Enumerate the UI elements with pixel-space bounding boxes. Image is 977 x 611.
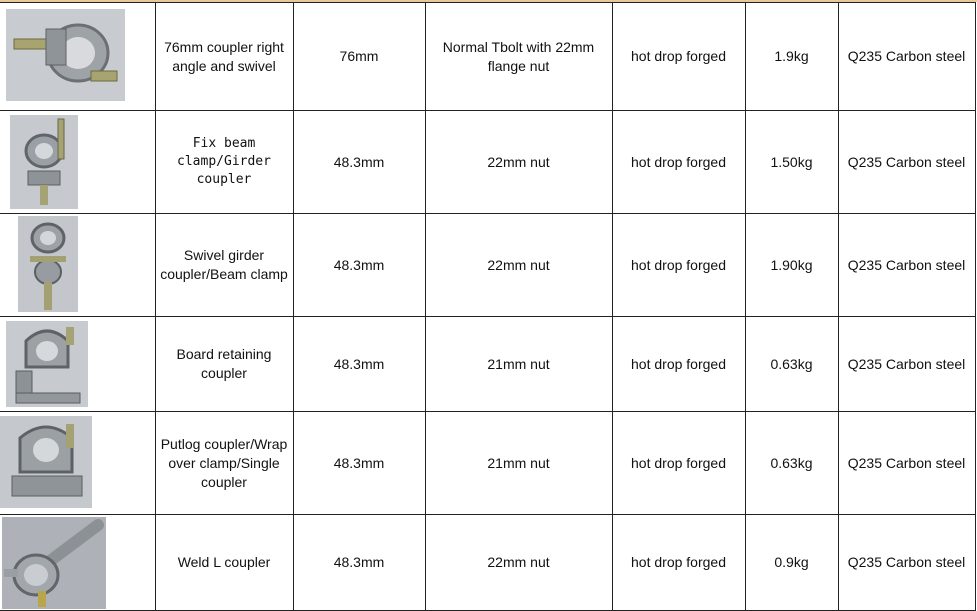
product-bolt: 22mm nut xyxy=(425,111,612,214)
product-name: 76mm coupler right angle and swivel xyxy=(155,3,293,111)
product-material: Q235 Carbon steel xyxy=(838,317,975,412)
product-weight: 0.63kg xyxy=(745,317,838,412)
product-image-cell xyxy=(0,3,155,111)
product-material: Q235 Carbon steel xyxy=(838,3,975,111)
product-bolt: 21mm nut xyxy=(425,317,612,412)
product-weight: 1.90kg xyxy=(745,214,838,317)
coupler-spec-table xyxy=(0,2,976,611)
product-process: hot drop forged xyxy=(612,317,745,412)
product-image-cell xyxy=(0,111,155,214)
product-size: 48.3mm xyxy=(293,111,425,214)
product-weight: 0.9kg xyxy=(745,515,838,611)
product-size: 48.3mm xyxy=(293,412,425,515)
product-image-cell xyxy=(0,412,155,515)
table-row xyxy=(0,317,975,412)
product-process: hot drop forged xyxy=(612,3,745,111)
coupler-photo xyxy=(0,416,92,508)
product-material: Q235 Carbon steel xyxy=(838,111,975,214)
product-size: 76mm xyxy=(293,3,425,111)
product-process: hot drop forged xyxy=(612,515,745,611)
product-bolt: 22mm nut xyxy=(425,515,612,611)
table-row xyxy=(0,214,975,317)
product-weight: 0.63kg xyxy=(745,412,838,515)
product-weight: 1.9kg xyxy=(745,3,838,111)
product-material: Q235 Carbon steel xyxy=(838,214,975,317)
table-row xyxy=(0,3,975,111)
product-name: Swivel girder coupler/Beam clamp xyxy=(155,214,293,317)
coupler-photo xyxy=(6,321,88,407)
table-row xyxy=(0,111,975,214)
product-name: Putlog coupler/Wrap over clamp/Single coupler xyxy=(155,412,293,515)
product-image-cell xyxy=(0,515,155,611)
product-material: Q235 Carbon steel xyxy=(838,412,975,515)
coupler-photo xyxy=(6,9,125,101)
product-bolt: Normal Tbolt with 22mm flange nut xyxy=(425,3,612,111)
product-size: 48.3mm xyxy=(293,214,425,317)
product-name: Fix beam clamp/Girder coupler xyxy=(155,111,293,214)
product-material: Q235 Carbon steel xyxy=(838,515,975,611)
product-bolt: 21mm nut xyxy=(425,412,612,515)
coupler-photo xyxy=(2,517,106,609)
table-row xyxy=(0,412,975,515)
product-size: 48.3mm xyxy=(293,317,425,412)
product-size: 48.3mm xyxy=(293,515,425,611)
product-process: hot drop forged xyxy=(612,214,745,317)
coupler-photo xyxy=(18,216,78,312)
product-name: Weld L coupler xyxy=(155,515,293,611)
product-process: hot drop forged xyxy=(612,111,745,214)
product-name: Board retaining coupler xyxy=(155,317,293,412)
product-process: hot drop forged xyxy=(612,412,745,515)
product-image-cell xyxy=(0,214,155,317)
table-row xyxy=(0,515,975,611)
product-image-cell xyxy=(0,317,155,412)
product-weight: 1.50kg xyxy=(745,111,838,214)
coupler-photo xyxy=(10,115,78,209)
product-bolt: 22mm nut xyxy=(425,214,612,317)
